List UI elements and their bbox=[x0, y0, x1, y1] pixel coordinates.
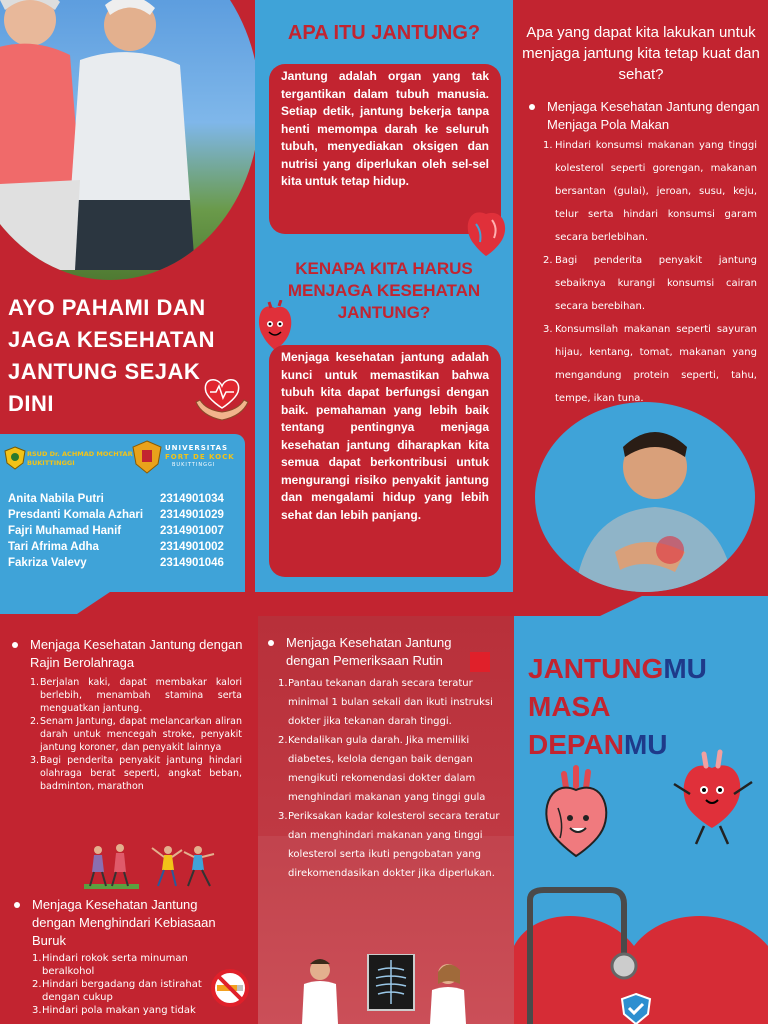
panel-cover bbox=[0, 0, 255, 592]
why-title: KENAPA KITA HARUS MENJAGA KESEHATAN JANTUNG? bbox=[287, 259, 481, 322]
panel-about-heart bbox=[255, 0, 513, 592]
about-text: Jantung adalah organ yang tak tergantikan dalam tubuh manusia. Setiap detik, jantung bekerja tanpa henti memompa darah ke seluruh tubuh, menyediakan oksigen dan nutrisi yang diperlukan oleh sel-sel kita untuk tetap hidup. bbox=[281, 69, 489, 188]
elderly-couple-photo bbox=[0, 0, 255, 280]
checkup-bullet-list bbox=[266, 634, 486, 670]
checkup-bullet: Menjaga Kesehatan Jantung dengan Pemeriksaan Rutin bbox=[266, 634, 486, 670]
shield-check-icon bbox=[618, 992, 654, 1024]
university-logo-line3: BUKITTINGGI bbox=[172, 462, 216, 468]
cover-title: AYO PAHAMI DAN JAGA KESEHATAN JANTUNG SEJAK DINI bbox=[8, 295, 216, 416]
panel-closing bbox=[514, 616, 768, 1024]
diet-items bbox=[543, 134, 757, 410]
panel-checkup bbox=[258, 616, 514, 1024]
habits-bullet-list bbox=[12, 896, 242, 950]
doctor-xray-illustration bbox=[298, 954, 478, 1024]
list-item: Senam Jantung, dapat melancarkan aliran darah untuk mencegah stroke, penyakit jantung koroner, dan penyakit lainnya bbox=[40, 716, 242, 753]
checkup-items bbox=[278, 674, 500, 883]
chest-pain-photo bbox=[535, 402, 755, 592]
list-item: Hindari bergadang dan istirahat dengan cukup bbox=[42, 979, 202, 1003]
no-smoking-icon bbox=[210, 968, 250, 1008]
university-logo bbox=[132, 440, 162, 474]
list-item: Hindari pola makan yang tidak bbox=[42, 1005, 196, 1016]
diet-bullet: Menjaga Kesehatan Jantung dengan Menjaga Pola Makan bbox=[527, 98, 763, 134]
university-logo-line2: FORT DE KOCK bbox=[165, 453, 235, 461]
slogan-line-2: MASA bbox=[528, 691, 611, 722]
list-item: Berjalan kaki, dapat membakar kalori berlebih, menambah stamina serta menguatkan jantung. bbox=[40, 677, 242, 714]
why-text: Menjaga kesehatan jantung adalah kunci untuk memastikan bahwa tubuh kita dapat berfungsi dengan baik. pemahaman yang lebih baik tentang pentingnya menjaga kesehatan jantung diharapkan kita semua dapat berkontribusi untuk mengurangi risiko penyakit jantung dan mengalami hidup yang lebih sehat dan lebih panjang. bbox=[281, 350, 489, 522]
walking-heart-mascot-icon bbox=[666, 748, 758, 848]
about-title: APA ITU JANTUNG? bbox=[287, 22, 481, 44]
exercise-people-illustration bbox=[84, 840, 224, 890]
hand-heart-icon bbox=[192, 368, 252, 428]
university-logo-line1: UNIVERSITAS bbox=[165, 444, 229, 452]
slogan-line-3: DEPANMU bbox=[528, 729, 668, 760]
panel-diet bbox=[513, 0, 768, 592]
list-item: Bagi penderita penyakit jantung sebaiknya kurangi konsumsi cairan secara berebihan. bbox=[555, 255, 757, 312]
member-row: Fajri Muhamad Hanif 2314901007 bbox=[8, 525, 224, 537]
list-item: Hindari rokok serta minuman beralkohol bbox=[42, 953, 188, 977]
habits-bullet: Menjaga Kesehatan Jantung dengan Menghindari Kebiasaan Buruk bbox=[12, 896, 242, 950]
list-item: Periksakan kadar kolesterol secara teratur dan menghindari makanan yang tinggi kolesterol serta ikuti pengobatan yang direkomendasikan dokter jika diperlukan. bbox=[288, 811, 500, 879]
member-row: Anita Nabila Putri 2314901034 bbox=[8, 493, 224, 505]
list-item: Kendalikan gula darah. Jika memiliki diabetes, kelola dengan baik dengan mengikuti rekomendasi dokter dalam menghindari makanan yang tinggi gula bbox=[288, 735, 486, 803]
member-row: Fakriza Valevy 2314901046 bbox=[8, 557, 224, 569]
closing-slogan bbox=[528, 650, 758, 764]
exercise-items bbox=[30, 676, 242, 793]
team-info-box bbox=[0, 434, 245, 592]
list-item: Pantau tekanan darah secara teratur minimal 1 bulan sekali dan ikuti instruksi dokter jika tekanan darah tinggi. bbox=[288, 678, 493, 727]
list-item: Bagi penderita penyakit jantung hindari olahraga berat seperti, angkat beban, badminton, marathon bbox=[40, 755, 242, 792]
member-row: Tari Afrima Adha 2314901002 bbox=[8, 541, 224, 553]
rsud-logo bbox=[4, 446, 26, 470]
smiling-heart-icon bbox=[536, 764, 616, 860]
slogan-line-1: JANTUNGMU bbox=[528, 653, 707, 684]
exercise-bullet: Menjaga Kesehatan Jantung dengan Rajin Berolahraga bbox=[10, 636, 250, 672]
why-text-box bbox=[269, 345, 501, 577]
heart-organ-icon bbox=[462, 196, 510, 258]
list-item: Konsumsilah makanan seperti sayuran hijau, kentang, tomat, makanan yang mengandung protein seperti, tahu, tempe, ikan tuna. bbox=[555, 324, 757, 404]
list-item: Hindari konsumsi makanan yang tinggi kolesterol seperti gorengan, makanan bersantan (gulai), jeroan, susu, keju, telur serta hindari konsumsi garam secara berlebihan. bbox=[555, 140, 757, 243]
exercise-bullet-list bbox=[10, 636, 250, 672]
member-row: Presdanti Komala Azhari 2314901029 bbox=[8, 509, 224, 521]
diet-bullet-list bbox=[527, 98, 763, 134]
members-list bbox=[8, 491, 240, 571]
habits-items bbox=[32, 952, 226, 1017]
rsud-logo-text: RSUD Dr. ACHMAD MOCHTAR BUKITTINGGI bbox=[27, 450, 133, 467]
question-heading: Apa yang dapat kita lakukan untuk menjaga jantung kita tetap kuat dan sehat? bbox=[522, 24, 760, 83]
panel-exercise bbox=[0, 616, 258, 1024]
